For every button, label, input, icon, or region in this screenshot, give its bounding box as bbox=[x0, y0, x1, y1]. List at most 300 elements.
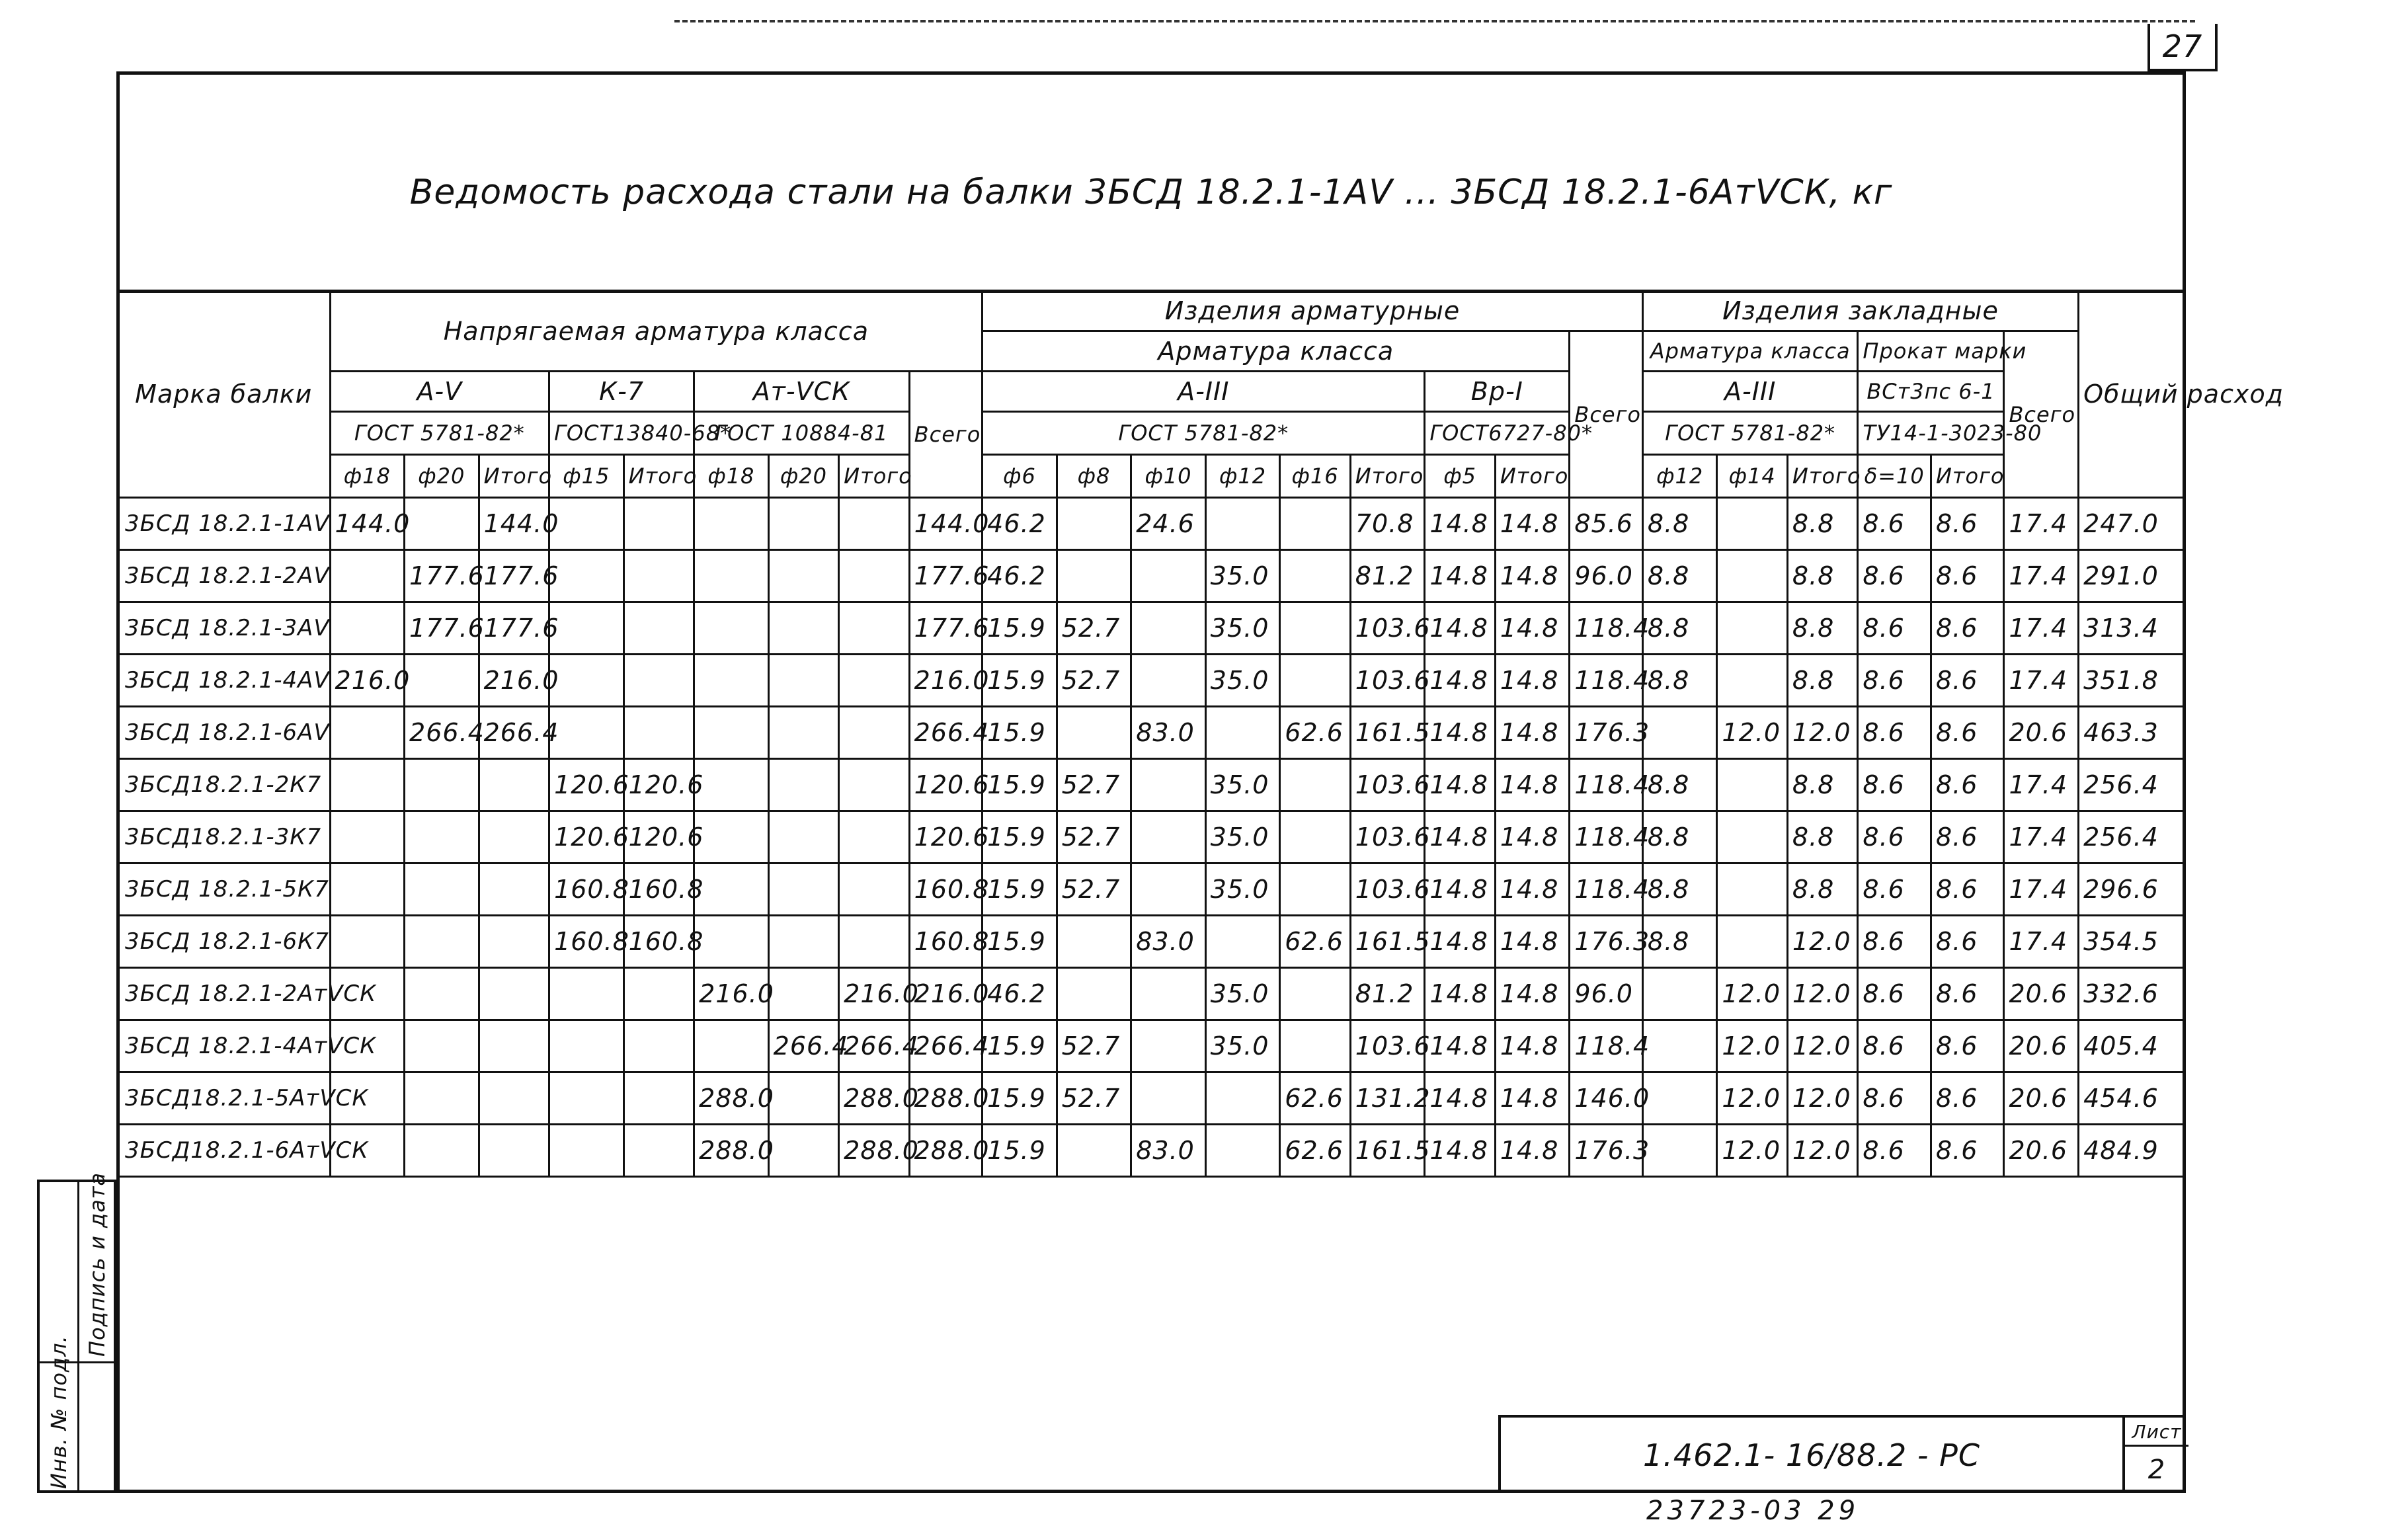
table-cell: 160.8 bbox=[909, 916, 983, 968]
document-title: Ведомость расхода стали на балки 3БСД 18.2.1-1АV ... 3БСД 18.2.1-6АтVСК, кг bbox=[409, 173, 1893, 212]
table-cell: 8.8 bbox=[1642, 811, 1717, 863]
table-row bbox=[118, 759, 2185, 811]
table-cell: 216.0 bbox=[909, 655, 983, 707]
sub-header: ф20 bbox=[405, 455, 479, 498]
sheet-number: 2 bbox=[2147, 1455, 2166, 1485]
table-cell: 266.4 bbox=[768, 1020, 839, 1072]
table-cell: 8.8 bbox=[1787, 602, 1858, 655]
table-cell: 12.0 bbox=[1717, 968, 1788, 1020]
table-cell: 8.8 bbox=[1787, 811, 1858, 863]
sub-header: Итого bbox=[1931, 455, 2004, 498]
table-cell: 8.8 bbox=[1642, 550, 1717, 602]
table-cell: 288.0 bbox=[839, 1072, 910, 1125]
table-cell bbox=[623, 707, 694, 759]
table-cell: 161.5 bbox=[1350, 707, 1425, 759]
table-cell: 62.6 bbox=[1280, 1072, 1351, 1125]
table-cell bbox=[623, 1020, 694, 1072]
sub-header: ф10 bbox=[1131, 455, 1206, 498]
table-cell: 266.4 bbox=[405, 707, 479, 759]
table-cell: 14.8 bbox=[1425, 968, 1496, 1020]
table-cell: 14.8 bbox=[1495, 1020, 1570, 1072]
table-cell: 14.8 bbox=[1495, 863, 1570, 916]
table-cell: 8.6 bbox=[1931, 968, 2004, 1020]
table-cell: 20.6 bbox=[2004, 707, 2079, 759]
table-cell: 177.6 bbox=[909, 550, 983, 602]
table-cell: 8.8 bbox=[1787, 759, 1858, 811]
table-cell: 70.8 bbox=[1350, 498, 1425, 550]
table-cell bbox=[1717, 550, 1788, 602]
table-cell: 118.4 bbox=[1570, 811, 1643, 863]
col-prestressed: Напрягаемая арматура класса bbox=[330, 291, 983, 372]
table-row bbox=[118, 707, 2185, 759]
table-cell: 8.6 bbox=[1931, 707, 2004, 759]
col-total-prestressed: Всего bbox=[909, 372, 983, 498]
side-strip-col bbox=[40, 1182, 79, 1490]
table-row bbox=[118, 1125, 2185, 1177]
table-cell: 15.9 bbox=[983, 1020, 1057, 1072]
table-cell bbox=[768, 968, 839, 1020]
table-cell bbox=[1057, 916, 1131, 968]
table-cell bbox=[768, 550, 839, 602]
table-cell: 35.0 bbox=[1205, 968, 1280, 1020]
sub-header: ф5 bbox=[1425, 455, 1496, 498]
table-cell bbox=[839, 498, 910, 550]
beam-mark-cell: 3БСД 18.2.1-6К7 bbox=[118, 916, 331, 968]
table-cell bbox=[1205, 1125, 1280, 1177]
table-cell: 62.6 bbox=[1280, 707, 1351, 759]
table-cell: 177.6 bbox=[405, 602, 479, 655]
table-cell bbox=[405, 968, 479, 1020]
table-cell bbox=[549, 968, 624, 1020]
table-cell bbox=[1131, 811, 1206, 863]
table-cell: 247.0 bbox=[2079, 498, 2185, 550]
table-cell: 14.8 bbox=[1495, 916, 1570, 968]
table-cell bbox=[1131, 863, 1206, 916]
table-row bbox=[118, 863, 2185, 916]
table-cell: 81.2 bbox=[1350, 550, 1425, 602]
col-total-embedded: Всего bbox=[2004, 331, 2079, 498]
class-bpi: Вр-I bbox=[1425, 372, 1570, 412]
table-cell: 351.8 bbox=[2079, 655, 2185, 707]
table-cell: 52.7 bbox=[1057, 863, 1131, 916]
table-cell: 14.8 bbox=[1425, 498, 1496, 550]
table-cell: 103.6 bbox=[1350, 759, 1425, 811]
table-cell bbox=[1057, 550, 1131, 602]
table-cell bbox=[839, 602, 910, 655]
sub-header: Итого bbox=[839, 455, 910, 498]
table-cell bbox=[1057, 707, 1131, 759]
table-cell bbox=[1131, 602, 1206, 655]
table-cell: 52.7 bbox=[1057, 811, 1131, 863]
table-cell: 131.2 bbox=[1350, 1072, 1425, 1125]
sub-header: ф12 bbox=[1642, 455, 1717, 498]
table-cell bbox=[623, 655, 694, 707]
table-cell: 83.0 bbox=[1131, 707, 1206, 759]
gost-5781-b: ГОСТ 5781-82* bbox=[983, 412, 1425, 455]
table-cell: 81.2 bbox=[1350, 968, 1425, 1020]
table-cell: 288.0 bbox=[909, 1072, 983, 1125]
table-cell bbox=[1717, 655, 1788, 707]
table-cell: 8.6 bbox=[1858, 655, 1931, 707]
table-row bbox=[118, 498, 2185, 550]
table-cell: 354.5 bbox=[2079, 916, 2185, 968]
table-cell bbox=[479, 1125, 549, 1177]
table-cell bbox=[330, 602, 405, 655]
table-cell: 17.4 bbox=[2004, 550, 2079, 602]
table-cell: 103.6 bbox=[1350, 811, 1425, 863]
table-cell: 12.0 bbox=[1717, 1020, 1788, 1072]
table-cell bbox=[405, 498, 479, 550]
class-aiii: А-III bbox=[983, 372, 1425, 412]
table-cell bbox=[1131, 655, 1206, 707]
table-cell: 288.0 bbox=[694, 1072, 769, 1125]
table-cell: 8.6 bbox=[1931, 602, 2004, 655]
table-cell: 296.6 bbox=[2079, 863, 2185, 916]
table-cell: 12.0 bbox=[1787, 916, 1858, 968]
table-cell: 8.8 bbox=[1787, 498, 1858, 550]
steel-consumption-table bbox=[116, 290, 2284, 1178]
table-cell: 14.8 bbox=[1425, 1020, 1496, 1072]
table-cell bbox=[1057, 498, 1131, 550]
table-cell: 160.8 bbox=[549, 916, 624, 968]
table-cell bbox=[1280, 498, 1351, 550]
table-cell: 46.2 bbox=[983, 498, 1057, 550]
table-cell bbox=[405, 655, 479, 707]
table-cell: 146.0 bbox=[1570, 1072, 1643, 1125]
table-cell bbox=[330, 916, 405, 968]
table-cell: 12.0 bbox=[1717, 707, 1788, 759]
sub-header: Итого bbox=[1495, 455, 1570, 498]
table-cell: 14.8 bbox=[1495, 968, 1570, 1020]
table-cell: 177.6 bbox=[909, 602, 983, 655]
table-cell: 15.9 bbox=[983, 1072, 1057, 1125]
table-cell: 15.9 bbox=[983, 811, 1057, 863]
table-cell: 8.8 bbox=[1642, 916, 1717, 968]
table-cell: 120.6 bbox=[909, 759, 983, 811]
table-cell: 266.4 bbox=[839, 1020, 910, 1072]
gost-6727: ГОСТ6727-80* bbox=[1425, 412, 1570, 455]
table-cell: 8.6 bbox=[1931, 916, 2004, 968]
side-cell bbox=[79, 1363, 116, 1496]
table-cell: 35.0 bbox=[1205, 759, 1280, 811]
table-cell: 15.9 bbox=[983, 863, 1057, 916]
sub-header: Итого bbox=[1350, 455, 1425, 498]
class-k7: К-7 bbox=[549, 372, 694, 412]
table-cell: 176.3 bbox=[1570, 1125, 1643, 1177]
table-cell: 62.6 bbox=[1280, 1125, 1351, 1177]
table-cell bbox=[479, 1072, 549, 1125]
beam-mark-cell: 3БСД 18.2.1-1АV bbox=[118, 498, 331, 550]
table-cell bbox=[1717, 759, 1788, 811]
table-cell: 8.6 bbox=[1931, 1125, 2004, 1177]
table-cell bbox=[768, 759, 839, 811]
table-cell: 35.0 bbox=[1205, 863, 1280, 916]
table-cell bbox=[479, 863, 549, 916]
table-cell bbox=[623, 1072, 694, 1125]
table-cell: 17.4 bbox=[2004, 916, 2079, 968]
table-cell: 118.4 bbox=[1570, 863, 1643, 916]
table-cell: 12.0 bbox=[1717, 1072, 1788, 1125]
table-cell: 14.8 bbox=[1495, 707, 1570, 759]
table-cell: 266.4 bbox=[909, 1020, 983, 1072]
table-cell: 118.4 bbox=[1570, 602, 1643, 655]
table-cell: 12.0 bbox=[1787, 1072, 1858, 1125]
table-cell bbox=[1205, 707, 1280, 759]
table-cell: 8.8 bbox=[1787, 550, 1858, 602]
table-cell: 176.3 bbox=[1570, 707, 1643, 759]
table-cell bbox=[1057, 968, 1131, 1020]
table-cell: 8.6 bbox=[1858, 602, 1931, 655]
table-cell: 14.8 bbox=[1495, 1072, 1570, 1125]
table-cell: 35.0 bbox=[1205, 655, 1280, 707]
table-cell bbox=[549, 1125, 624, 1177]
table-cell: 8.6 bbox=[1858, 1125, 1931, 1177]
table-cell bbox=[549, 655, 624, 707]
table-cell bbox=[1205, 498, 1280, 550]
table-cell: 160.8 bbox=[623, 916, 694, 968]
table-cell: 14.8 bbox=[1425, 1125, 1496, 1177]
table-cell bbox=[405, 759, 479, 811]
table-cell: 454.6 bbox=[2079, 1072, 2185, 1125]
table-cell bbox=[694, 498, 769, 550]
side-strip-col bbox=[79, 1172, 116, 1490]
table-cell: 8.6 bbox=[1931, 811, 2004, 863]
table-cell bbox=[839, 655, 910, 707]
table-cell: 15.9 bbox=[983, 916, 1057, 968]
table-cell: 8.8 bbox=[1642, 655, 1717, 707]
table-cell: 120.6 bbox=[549, 759, 624, 811]
table-cell bbox=[694, 1020, 769, 1072]
tu-rolled: ТУ14-1-3023-80 bbox=[1858, 412, 2004, 455]
table-cell: 14.8 bbox=[1425, 811, 1496, 863]
table-row bbox=[118, 811, 2185, 863]
table-cell bbox=[768, 655, 839, 707]
table-cell bbox=[768, 1125, 839, 1177]
table-cell bbox=[549, 1072, 624, 1125]
table-cell: 332.6 bbox=[2079, 968, 2185, 1020]
table-cell: 313.4 bbox=[2079, 602, 2185, 655]
table-cell bbox=[1131, 550, 1206, 602]
table-cell bbox=[768, 811, 839, 863]
table-cell: 15.9 bbox=[983, 1125, 1057, 1177]
table-cell bbox=[694, 916, 769, 968]
table-cell: 14.8 bbox=[1425, 916, 1496, 968]
table-row bbox=[118, 655, 2185, 707]
table-cell bbox=[405, 1020, 479, 1072]
top-dashed-line bbox=[674, 20, 2195, 22]
beam-mark-cell: 3БСД18.2.1-2К7 bbox=[118, 759, 331, 811]
table-cell bbox=[1131, 759, 1206, 811]
table-cell bbox=[549, 498, 624, 550]
document-code: 1.462.1- 16/88.2 - РС bbox=[1643, 1437, 1980, 1473]
table-cell: 288.0 bbox=[909, 1125, 983, 1177]
table-cell: 20.6 bbox=[2004, 1072, 2079, 1125]
table-cell bbox=[1642, 1125, 1717, 1177]
table-cell: 216.0 bbox=[694, 968, 769, 1020]
table-cell bbox=[1131, 1072, 1206, 1125]
table-row bbox=[118, 1020, 2185, 1072]
table-cell bbox=[479, 968, 549, 1020]
sub-header: ф6 bbox=[983, 455, 1057, 498]
table-cell: 14.8 bbox=[1495, 550, 1570, 602]
table-cell: 83.0 bbox=[1131, 916, 1206, 968]
table-cell: 8.6 bbox=[1858, 759, 1931, 811]
table-cell bbox=[330, 811, 405, 863]
table-cell bbox=[330, 707, 405, 759]
col-rebar-class: Арматура класса bbox=[983, 331, 1570, 372]
gost-10884: ГОСТ 10884-81 bbox=[694, 412, 910, 455]
sub-header: δ=10 bbox=[1858, 455, 1931, 498]
table-cell: 52.7 bbox=[1057, 602, 1131, 655]
gost-5781-c: ГОСТ 5781-82* bbox=[1642, 412, 1858, 455]
table-cell: 17.4 bbox=[2004, 759, 2079, 811]
table-cell: 144.0 bbox=[909, 498, 983, 550]
sheet-box bbox=[2122, 1418, 2188, 1493]
table-cell: 14.8 bbox=[1425, 550, 1496, 602]
table-cell bbox=[549, 1020, 624, 1072]
sheet-label: Лист bbox=[2125, 1418, 2188, 1447]
table-cell bbox=[839, 707, 910, 759]
sub-header: ф20 bbox=[768, 455, 839, 498]
table-cell: 118.4 bbox=[1570, 655, 1643, 707]
table-cell: 14.8 bbox=[1495, 498, 1570, 550]
table-cell bbox=[549, 550, 624, 602]
table-cell: 14.8 bbox=[1495, 759, 1570, 811]
table-cell bbox=[1280, 759, 1351, 811]
table-cell: 14.8 bbox=[1425, 707, 1496, 759]
table-cell: 12.0 bbox=[1717, 1125, 1788, 1177]
table-cell: 177.6 bbox=[479, 550, 549, 602]
beam-mark-cell: 3БСД18.2.1-5АтVСК bbox=[118, 1072, 331, 1125]
table-cell bbox=[1131, 1020, 1206, 1072]
table-cell: 52.7 bbox=[1057, 655, 1131, 707]
table-row bbox=[118, 968, 2185, 1020]
beam-mark-cell: 3БСД 18.2.1-5К7 bbox=[118, 863, 331, 916]
table-cell bbox=[1280, 968, 1351, 1020]
sub-header: ф15 bbox=[549, 455, 624, 498]
table-cell: 8.8 bbox=[1642, 498, 1717, 550]
table-cell: 103.6 bbox=[1350, 1020, 1425, 1072]
table-cell: 35.0 bbox=[1205, 811, 1280, 863]
table-cell bbox=[1280, 863, 1351, 916]
sub-header: Итого bbox=[479, 455, 549, 498]
table-cell: 14.8 bbox=[1425, 655, 1496, 707]
table-cell bbox=[623, 1125, 694, 1177]
table-cell: 8.6 bbox=[1858, 498, 1931, 550]
table-cell: 35.0 bbox=[1205, 550, 1280, 602]
table-cell: 14.8 bbox=[1425, 759, 1496, 811]
table-cell: 52.7 bbox=[1057, 1020, 1131, 1072]
table-cell: 8.6 bbox=[1858, 550, 1931, 602]
table-cell bbox=[768, 916, 839, 968]
table-cell bbox=[330, 759, 405, 811]
page-number: 27 bbox=[2147, 24, 2218, 71]
table-cell: 161.5 bbox=[1350, 916, 1425, 968]
rolled-grade: ВСт3пс 6-1 bbox=[1858, 372, 2004, 412]
table-cell: 46.2 bbox=[983, 968, 1057, 1020]
table-cell: 177.6 bbox=[405, 550, 479, 602]
table-cell: 8.6 bbox=[1858, 1020, 1931, 1072]
table-cell: 405.4 bbox=[2079, 1020, 2185, 1072]
col-products: Изделия арматурные bbox=[983, 291, 1643, 331]
table-cell bbox=[405, 1125, 479, 1177]
table-cell: 266.4 bbox=[909, 707, 983, 759]
table-cell: 160.8 bbox=[549, 863, 624, 916]
table-cell bbox=[1205, 1072, 1280, 1125]
table-cell: 17.4 bbox=[2004, 863, 2079, 916]
table-cell: 14.8 bbox=[1495, 655, 1570, 707]
table-cell bbox=[1280, 602, 1351, 655]
table-cell: 17.4 bbox=[2004, 602, 2079, 655]
table-cell: 14.8 bbox=[1495, 1125, 1570, 1177]
table-cell: 62.6 bbox=[1280, 916, 1351, 968]
table-cell: 103.6 bbox=[1350, 602, 1425, 655]
table-cell: 17.4 bbox=[2004, 498, 2079, 550]
table-cell: 85.6 bbox=[1570, 498, 1643, 550]
table-cell: 8.6 bbox=[1858, 916, 1931, 968]
col-embedded: Изделия закладные bbox=[1642, 291, 2078, 331]
table-cell: 35.0 bbox=[1205, 602, 1280, 655]
table-cell: 216.0 bbox=[479, 655, 549, 707]
table-cell: 216.0 bbox=[330, 655, 405, 707]
table-cell: 8.6 bbox=[1931, 1072, 2004, 1125]
col-mark: Марка балки bbox=[118, 291, 331, 498]
sub-header: ф16 bbox=[1280, 455, 1351, 498]
table-cell bbox=[768, 602, 839, 655]
table-cell: 17.4 bbox=[2004, 655, 2079, 707]
table-cell bbox=[1717, 602, 1788, 655]
table-cell: 52.7 bbox=[1057, 1072, 1131, 1125]
table-cell: 15.9 bbox=[983, 759, 1057, 811]
table-cell bbox=[768, 863, 839, 916]
table-cell: 288.0 bbox=[694, 1125, 769, 1177]
table-cell: 484.9 bbox=[2079, 1125, 2185, 1177]
table-cell bbox=[694, 863, 769, 916]
table-cell bbox=[768, 707, 839, 759]
table-cell: 14.8 bbox=[1425, 602, 1496, 655]
side-signature-strip bbox=[37, 1172, 116, 1493]
table-cell bbox=[623, 968, 694, 1020]
table-cell: 83.0 bbox=[1131, 1125, 1206, 1177]
sub-header: ф18 bbox=[330, 455, 405, 498]
table-cell: 35.0 bbox=[1205, 1020, 1280, 1072]
table-cell bbox=[479, 1020, 549, 1072]
table-cell bbox=[1131, 968, 1206, 1020]
table-cell bbox=[330, 863, 405, 916]
table-cell: 20.6 bbox=[2004, 1125, 2079, 1177]
table-cell bbox=[768, 1072, 839, 1125]
table-cell: 15.9 bbox=[983, 602, 1057, 655]
table-cell: 14.8 bbox=[1495, 602, 1570, 655]
table-cell: 8.6 bbox=[1931, 550, 2004, 602]
table-cell: 96.0 bbox=[1570, 968, 1643, 1020]
table-cell: 20.6 bbox=[2004, 1020, 2079, 1072]
table-cell: 8.6 bbox=[1931, 1020, 2004, 1072]
sub-header: ф8 bbox=[1057, 455, 1131, 498]
table-cell: 8.6 bbox=[1858, 1072, 1931, 1125]
table-cell bbox=[479, 916, 549, 968]
table-cell: 12.0 bbox=[1787, 968, 1858, 1020]
table-cell: 12.0 bbox=[1787, 707, 1858, 759]
table-cell bbox=[694, 550, 769, 602]
beam-mark-cell: 3БСД 18.2.1-4АV bbox=[118, 655, 331, 707]
sub-header: ф14 bbox=[1717, 455, 1788, 498]
table-cell: 176.3 bbox=[1570, 916, 1643, 968]
table-cell: 14.8 bbox=[1425, 863, 1496, 916]
archive-number: 23723-03 29 bbox=[1646, 1496, 1860, 1526]
table-cell: 20.6 bbox=[2004, 968, 2079, 1020]
table-cell: 8.8 bbox=[1642, 759, 1717, 811]
